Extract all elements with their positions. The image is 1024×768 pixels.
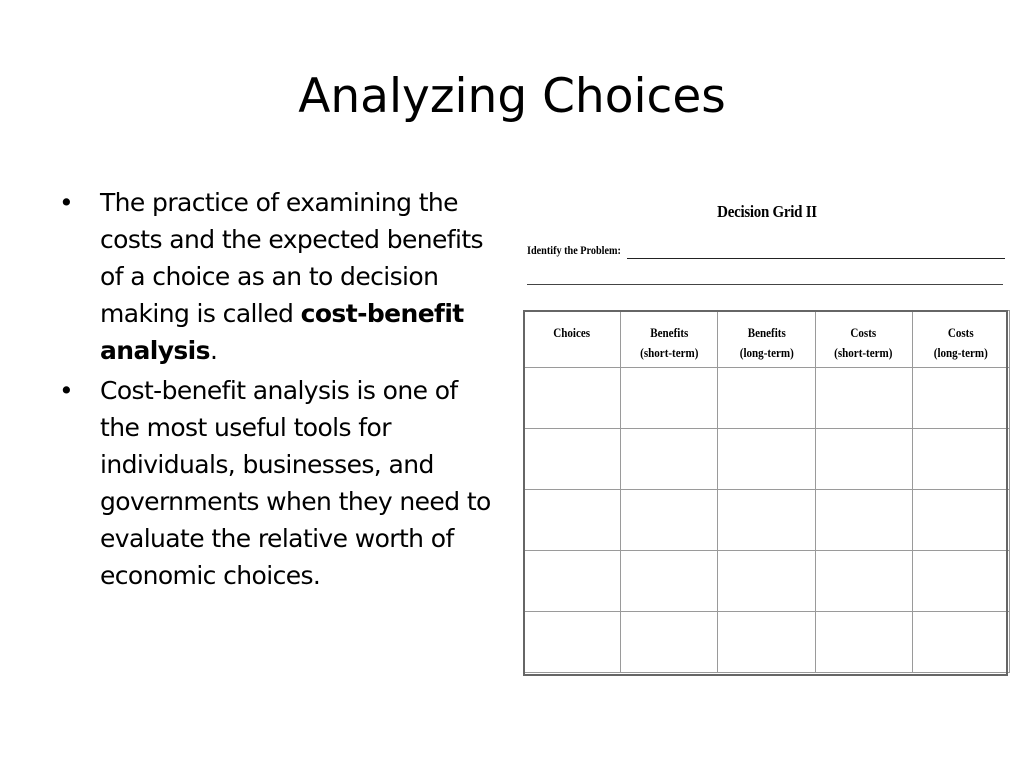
- bullet-text-part: The practice of examining the costs and the expected benefits of a choice as an to decision making is called: [100, 188, 483, 328]
- problem-answer-line: [527, 284, 1003, 285]
- table-cell: [524, 429, 621, 490]
- column-header-choices: Choices: [524, 311, 621, 368]
- bullet-text: [100, 188, 483, 365]
- bullet-marker: •: [59, 188, 74, 217]
- table-cell: [718, 551, 815, 612]
- identify-problem-label: Identify the Problem:: [527, 243, 621, 257]
- table-row: [524, 612, 1010, 673]
- decision-grid-title: Decision Grid II: [717, 202, 817, 221]
- table-cell: [815, 612, 912, 673]
- table-cell: [912, 368, 1009, 429]
- table-cell: [718, 429, 815, 490]
- column-header-costs-short: Costs (short-term): [815, 311, 912, 368]
- table-header-row: [524, 311, 1010, 368]
- table-cell: [912, 612, 1009, 673]
- table-cell: [621, 368, 718, 429]
- decision-grid-body: [524, 368, 1010, 673]
- column-header-benefits-short: Benefits (short-term): [621, 311, 718, 368]
- table-cell: [718, 368, 815, 429]
- column-header-benefits-long: Benefits (long-term): [718, 311, 815, 368]
- bullet-bold-term: cost-benefit analysis: [100, 299, 464, 365]
- bullet-text: [100, 376, 491, 590]
- table-cell: [815, 429, 912, 490]
- table-cell: [621, 429, 718, 490]
- table-cell: [718, 612, 815, 673]
- table-cell: [621, 490, 718, 551]
- decision-grid-figure: [520, 196, 1010, 680]
- table-row: [524, 490, 1010, 551]
- decision-grid-table: [523, 310, 1010, 673]
- table-cell: [524, 490, 621, 551]
- bullet-text-part: .: [209, 336, 218, 365]
- table-cell: [815, 490, 912, 551]
- table-cell: [815, 368, 912, 429]
- problem-answer-line: [627, 258, 1005, 259]
- bullet-marker: •: [59, 376, 74, 405]
- table-row: [524, 429, 1010, 490]
- table-cell: [912, 429, 1009, 490]
- table-cell: [524, 612, 621, 673]
- table-cell: [815, 551, 912, 612]
- bullet-list: [56, 184, 496, 597]
- table-cell: [524, 368, 621, 429]
- table-cell: [621, 612, 718, 673]
- table-cell: [912, 490, 1009, 551]
- column-header-costs-long: Costs (long-term): [912, 311, 1009, 368]
- table-cell: [718, 490, 815, 551]
- table-row: [524, 551, 1010, 612]
- slide-title: Analyzing Choices: [298, 69, 726, 124]
- table-row: [524, 368, 1010, 429]
- bullet-text-part: Cost-benefit analysis is one of the most useful tools for individuals, businesses, and governments when they need to evaluate the relative worth of economic choices.: [100, 376, 491, 590]
- bullet-item: [56, 372, 496, 594]
- table-cell: [621, 551, 718, 612]
- table-cell: [524, 551, 621, 612]
- bullet-item: [56, 184, 496, 369]
- table-cell: [912, 551, 1009, 612]
